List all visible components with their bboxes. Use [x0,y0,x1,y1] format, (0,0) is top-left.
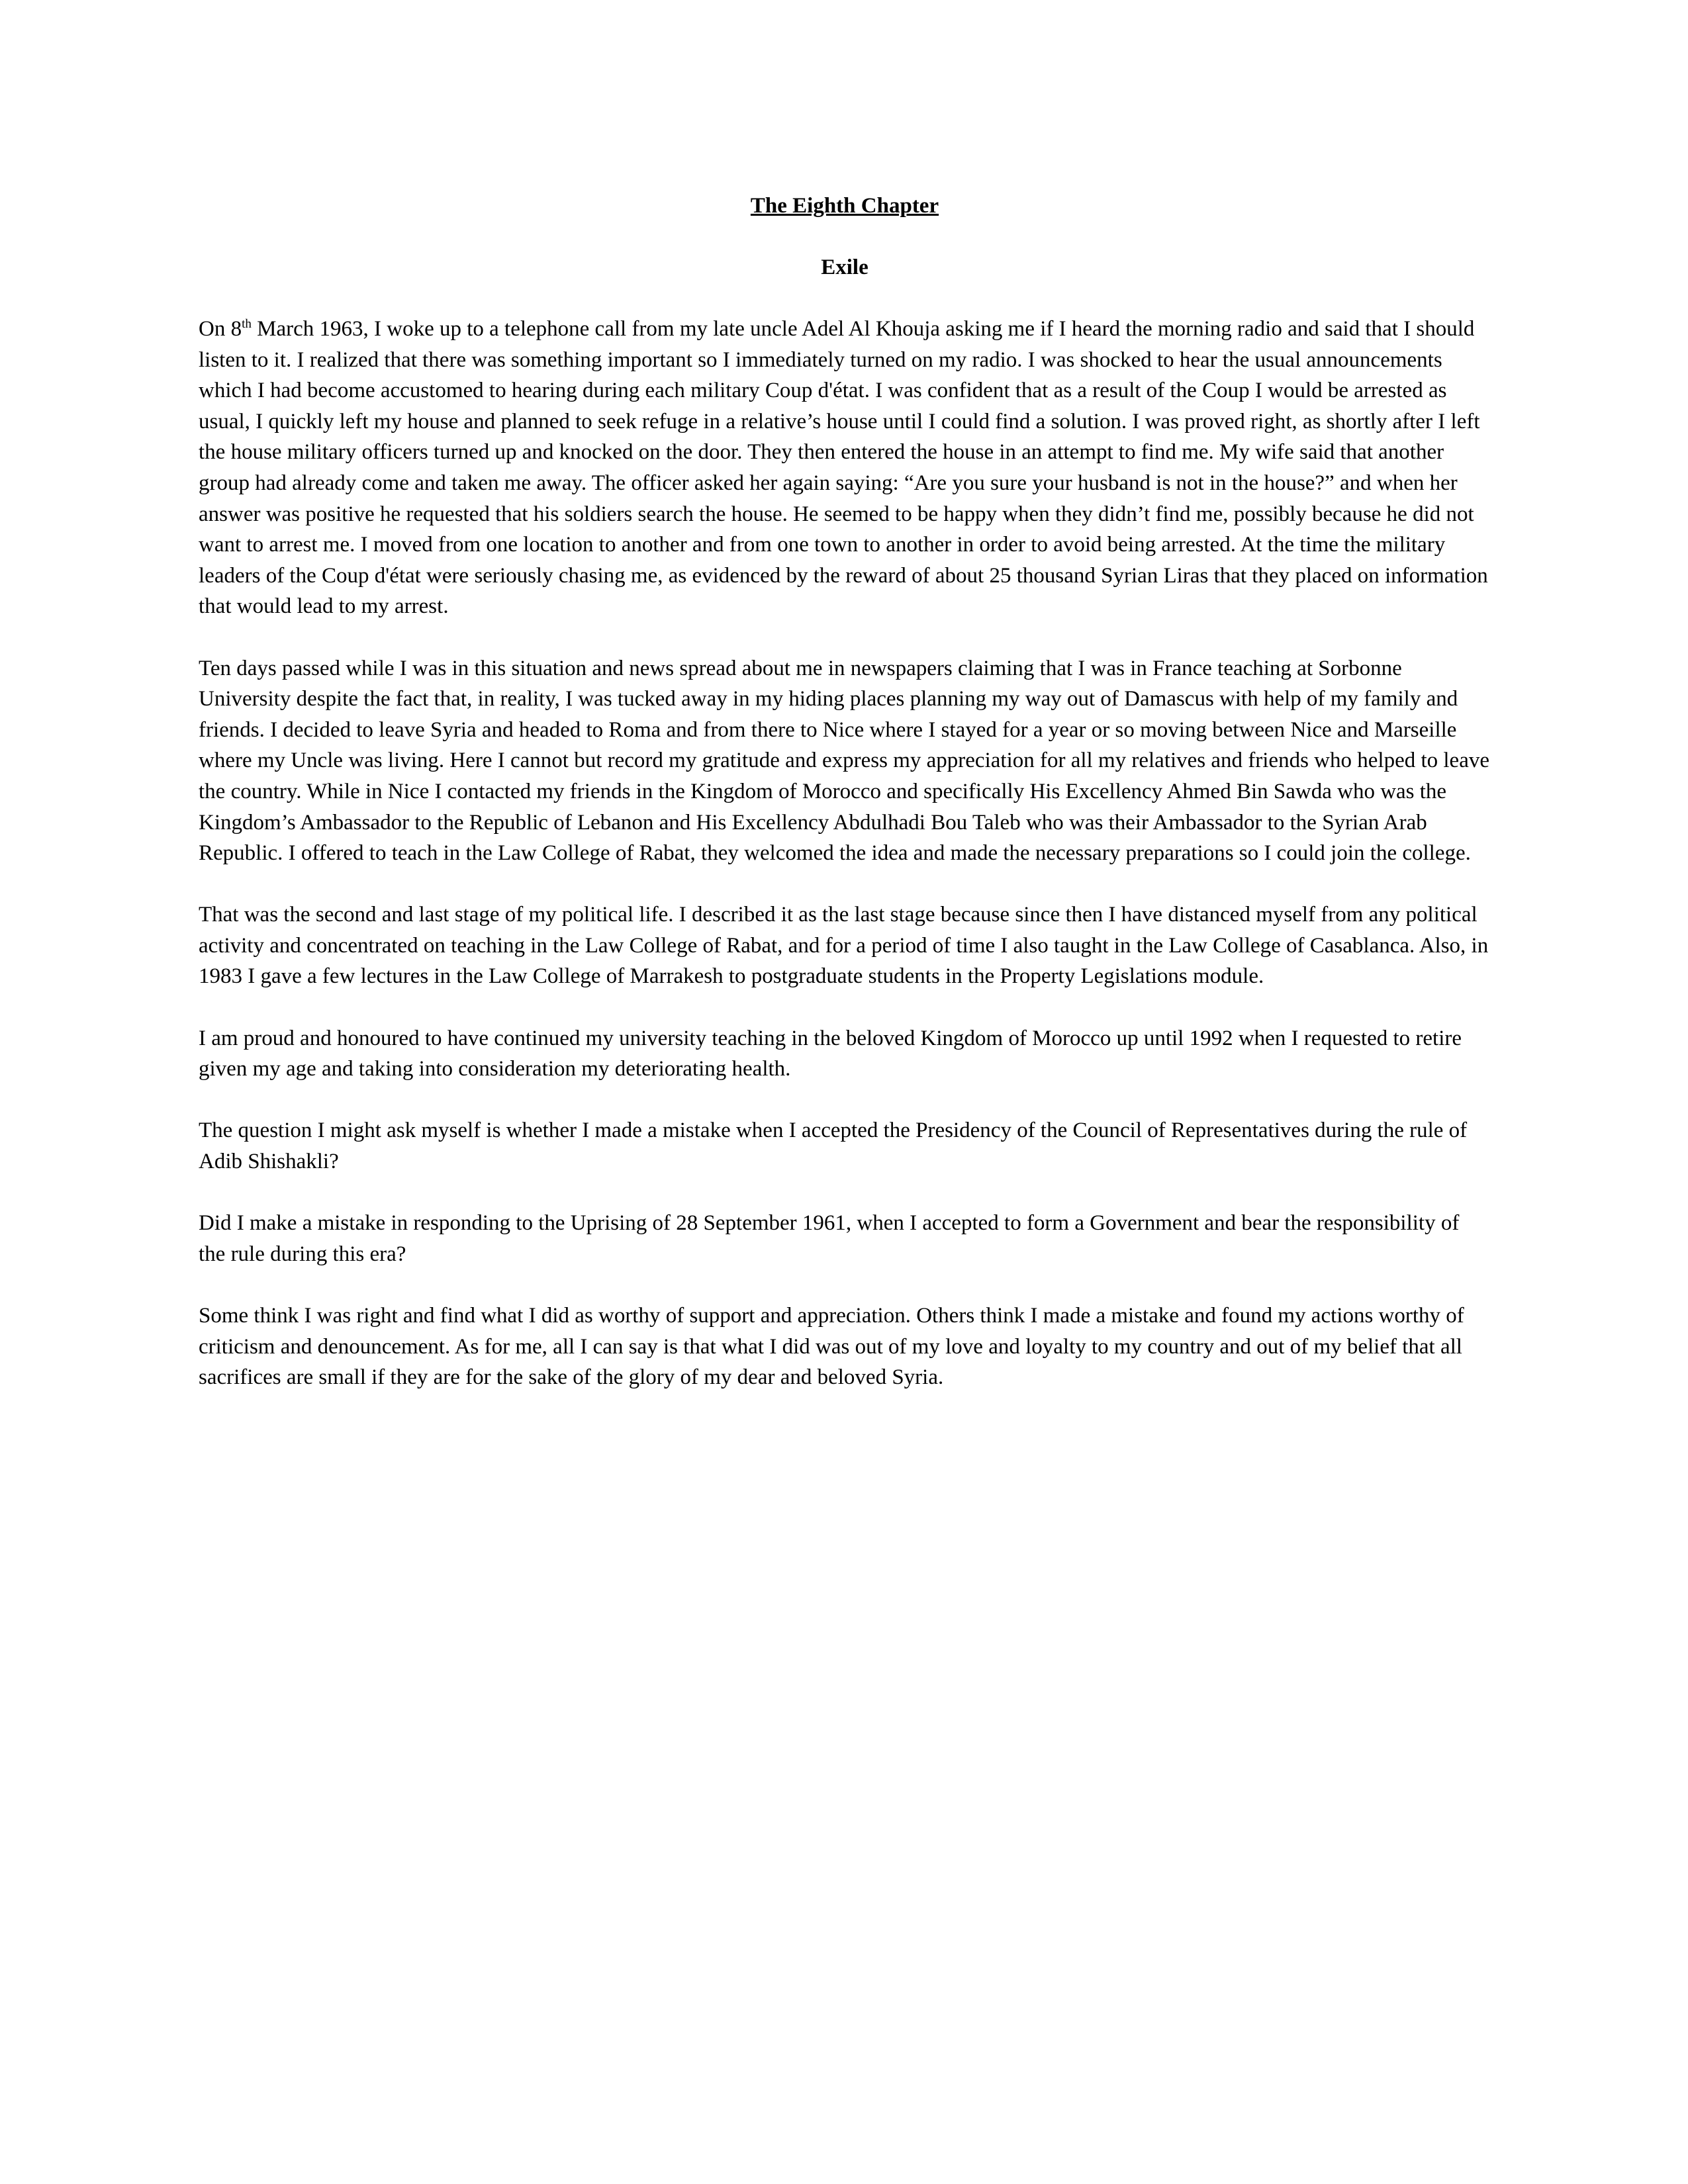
paragraph-6: Did I make a mistake in responding to the Uprising of 28 September 1961, when I accepted to form a Government and bear the responsibility of the rule during this era? [199,1211,1460,1266]
paragraph-7: Some think I was right and find what I did as worthy of support and appreciation. Others think I made a mistake and found my actions worthy of criticism and denouncement. As for me, all I can say is that what I did was out of my love and loyalty to my country and out of my belief that all sacrifices are small if they are for the sake of the glory of my dear and beloved Syria. [199,1304,1464,1390]
paragraph-4: I am proud and honoured to have continued my university teaching in the beloved Kingdom of Morocco up until 1992 when I requested to retire given my age and taking into consideration my deteriorating health. [199,1026,1462,1081]
document-page [199,191,1491,1424]
paragraph-3: That was the second and last stage of my political life. I described it as the last stage because since then I have distanced myself from any political activity and concentrated on teaching in the Law College of Rabat, and for a period of time I also taught in the Law College of Casablanca. Also, in 1983 I gave a few lectures in the Law College of Marrakesh to postgraduate students in the Property Legislations module. [199,903,1489,989]
paragraph-5: The question I might ask myself is whether I made a mistake when I accepted the Presidency of the Council of Representatives during the rule of Adib Shishakli? [199,1118,1468,1174]
paragraph-1 [199,314,1491,622]
chapter-title: The Eighth Chapter [750,194,939,218]
chapter-subtitle: Exile [821,255,868,279]
paragraph-1-lead: On 8 [199,317,242,341]
paragraph-1-rest: March 1963, I woke up to a telephone call from my late uncle Adel Al Khouja asking me if I heard the morning radio and said that I should listen to it. I realized that there was something important so I immediately turned on my radio. I was shocked to hear the usual announcements which I had become accustomed to hearing during each military Coup d'état. I was confident that as a result of the Coup I would be arrested as usual, I quickly left my house and planned to seek refuge in a relative’s house until I could find a solution. I was proved right, as shortly after I left the house military officers turned up and knocked on the door. They then entered the house in an attempt to find me. My wife said that another group had already come and taken me away. The officer asked her again saying: “Are you sure your husband is not in the house?” and when her answer was positive he requested that his soldiers search the house. He seemed to be happy when they didn’t find me, possibly because he did not want to arrest me. I moved from one location to another and from one town to another in order to avoid being arrested. At the time the military leaders of the Coup d'état were seriously chasing me, as evidenced by the reward of about 25 thousand Syrian Liras that they placed on information that would lead to my arrest. [199,317,1488,619]
paragraph-2: Ten days passed while I was in this situation and news spread about me in newspapers claiming that I was in France teaching at Sorbonne University despite the fact that, in reality, I was tucked away in my hiding places planning my way out of Damascus with help of my family and friends. I decided to leave Syria and headed to Roma and from there to Nice where I stayed for a year or so moving between Nice and Marseille where my Uncle was living. Here I cannot but record my gratitude and express my appreciation for all my relatives and friends who helped to leave the country. While in Nice I contacted my friends in the Kingdom of Morocco and specifically His Excellency Ahmed Bin Sawda who was the Kingdom’s Ambassador to the Republic of Lebanon and His Excellency Abdulhadi Bou Taleb who was their Ambassador to the Syrian Arab Republic. I offered to teach in the Law College of Rabat, they welcomed the idea and made the necessary preparations so I could join the college. [199,656,1489,866]
ordinal-superscript: th [242,317,252,331]
